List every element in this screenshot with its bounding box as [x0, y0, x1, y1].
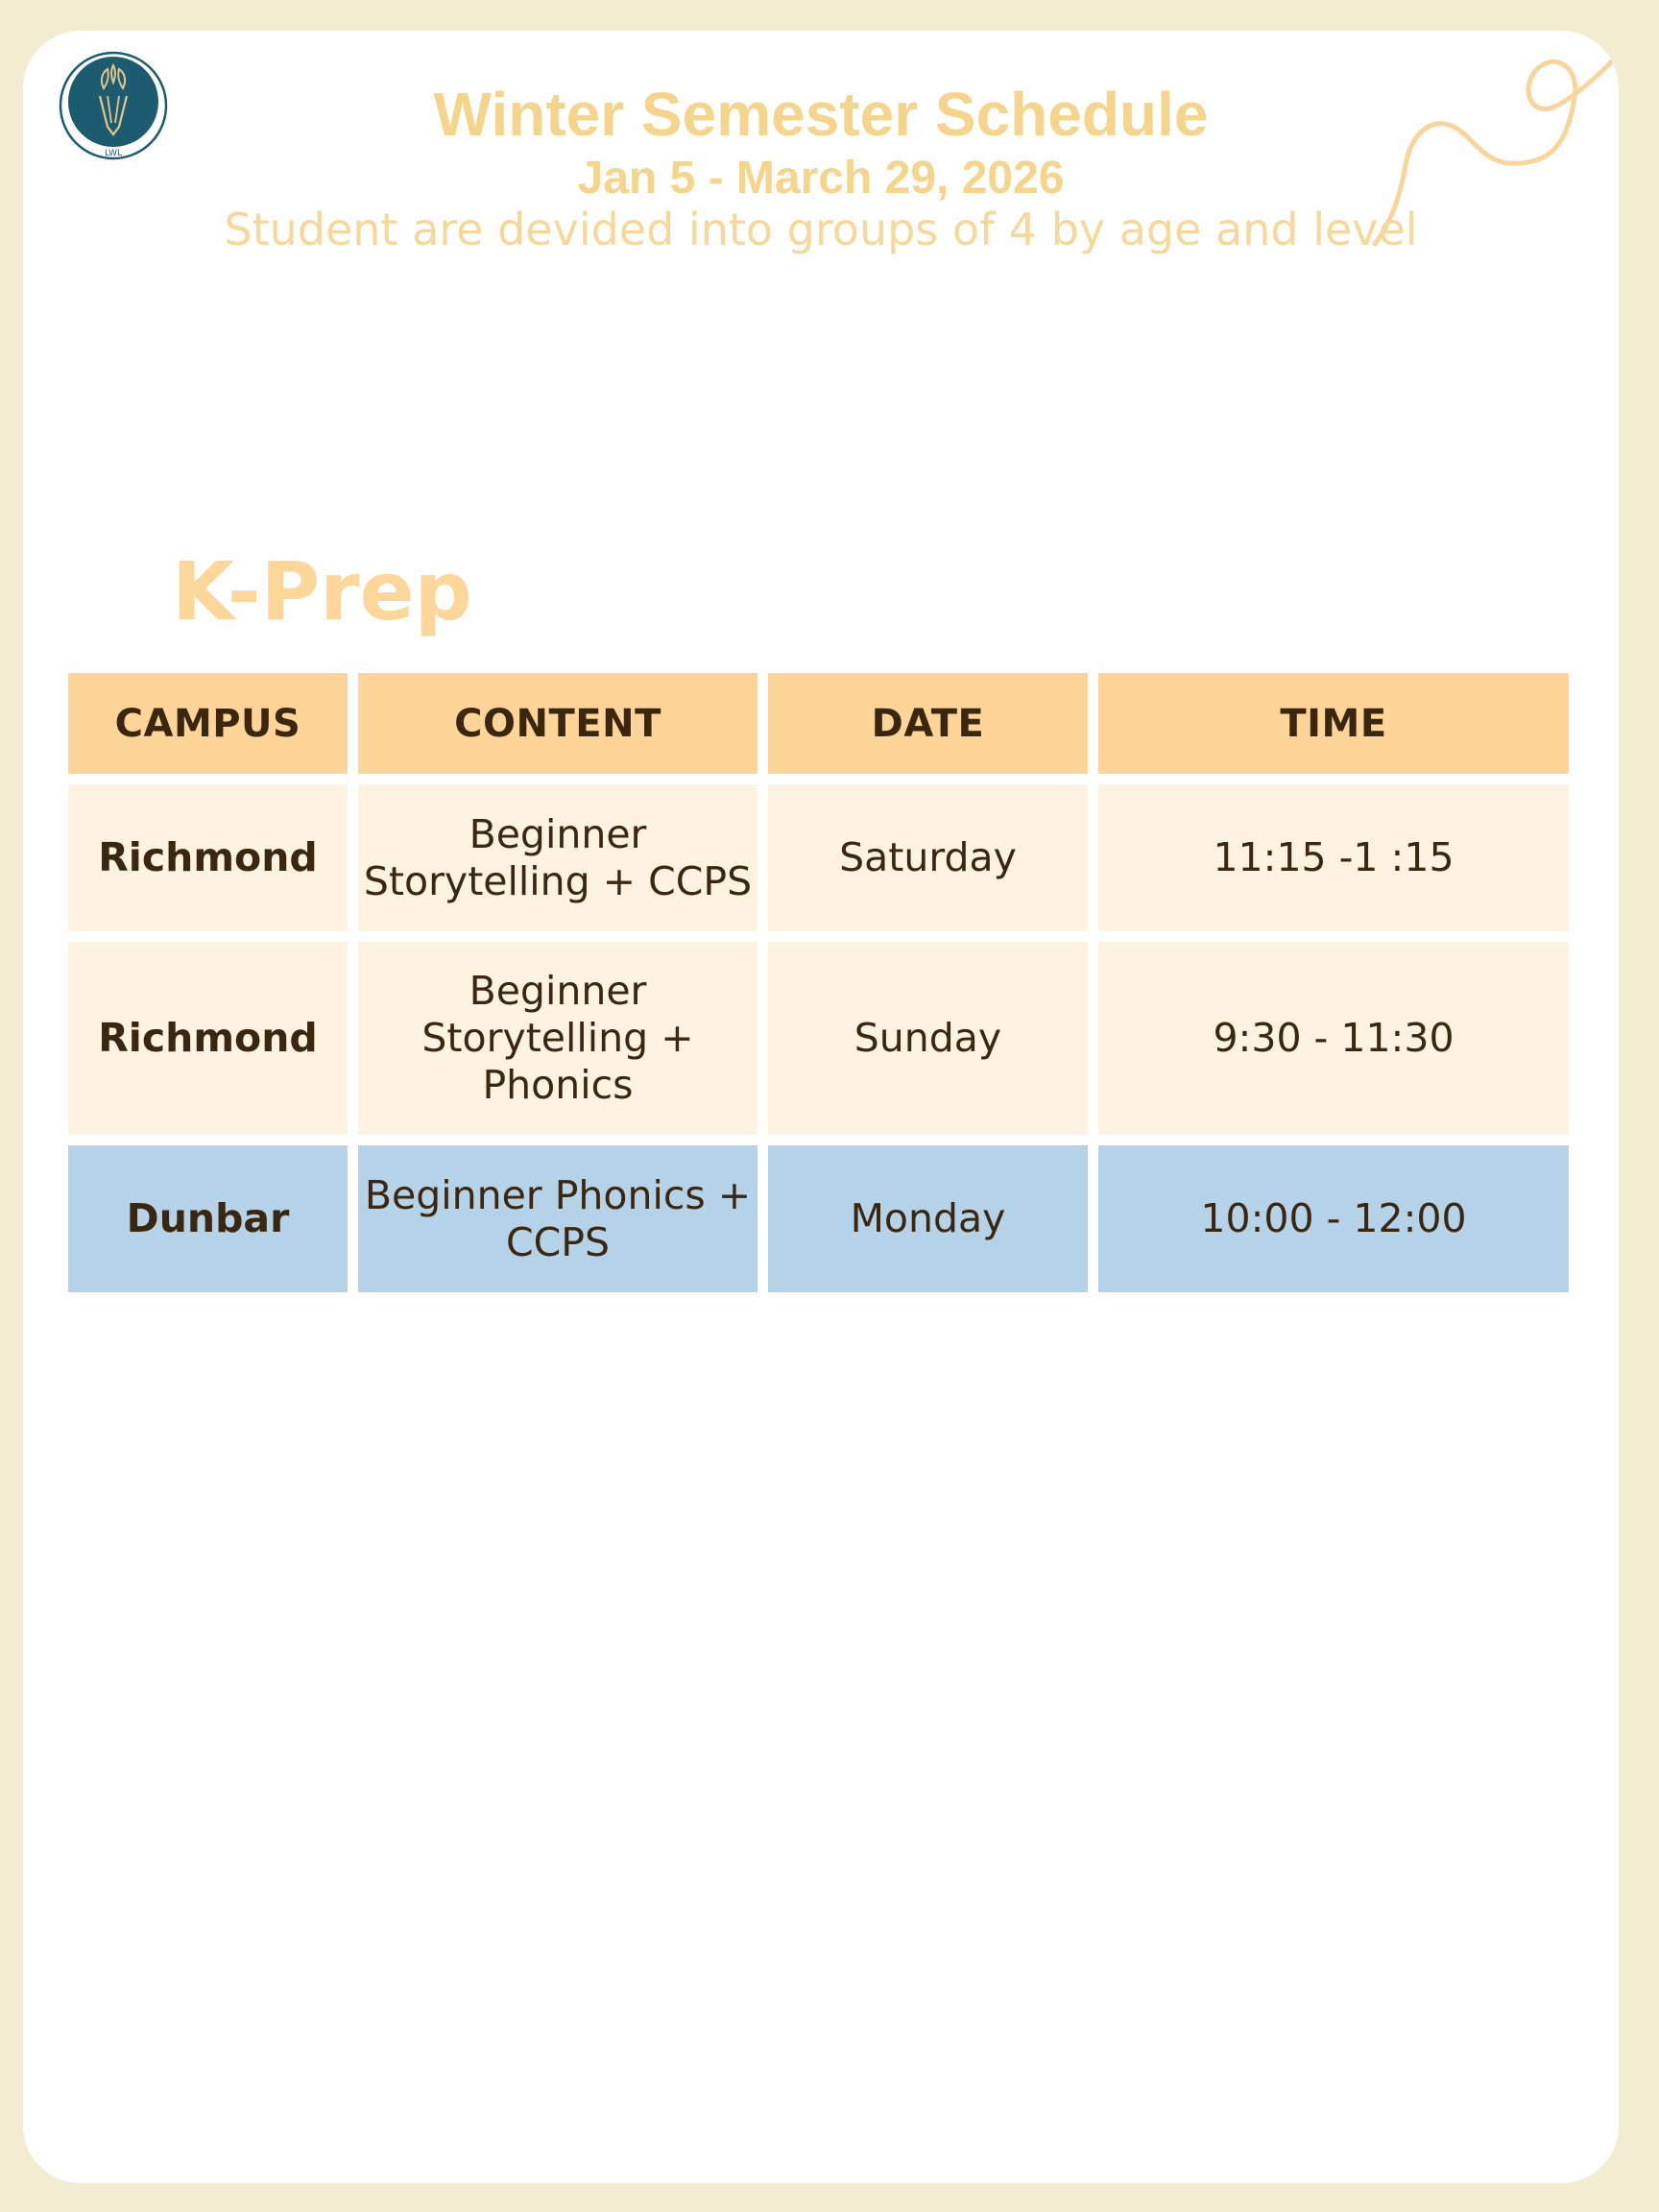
cell-content: Beginner Storytelling + CCPS	[358, 784, 757, 931]
table-row	[68, 942, 1569, 1135]
subtitle: Student are devided into groups of 4 by age and level	[224, 204, 1418, 255]
header-date: DATE	[768, 673, 1088, 774]
cell-campus: Richmond	[68, 942, 348, 1135]
header-time: TIME	[1098, 673, 1569, 774]
logo-text: LWL	[104, 149, 123, 158]
cell-time: 10:00 - 12:00	[1098, 1145, 1569, 1292]
cell-date: Monday	[768, 1145, 1088, 1292]
cell-campus: Dunbar	[68, 1145, 348, 1292]
table-row	[68, 784, 1569, 931]
table-header-row	[68, 673, 1569, 774]
cell-content: Beginner Storytelling + Phonics	[358, 942, 757, 1135]
cell-time: 11:15 -1 :15	[1098, 784, 1569, 931]
page-title: Winter Semester Schedule	[433, 80, 1209, 149]
cell-date: Saturday	[768, 784, 1088, 931]
section-title: K-Prep	[172, 544, 472, 638]
table-row	[68, 1145, 1569, 1292]
header-content: CONTENT	[358, 673, 757, 774]
cell-time: 9:30 - 11:30	[1098, 942, 1569, 1135]
cell-content: Beginner Phonics + CCPS	[358, 1145, 757, 1292]
schedule-table	[58, 662, 1579, 1303]
header-campus: CAMPUS	[68, 673, 348, 774]
date-range: Jan 5 - March 29, 2026	[577, 153, 1065, 204]
cell-campus: Richmond	[68, 784, 348, 931]
schedule-card	[23, 31, 1619, 2183]
cell-date: Sunday	[768, 942, 1088, 1135]
